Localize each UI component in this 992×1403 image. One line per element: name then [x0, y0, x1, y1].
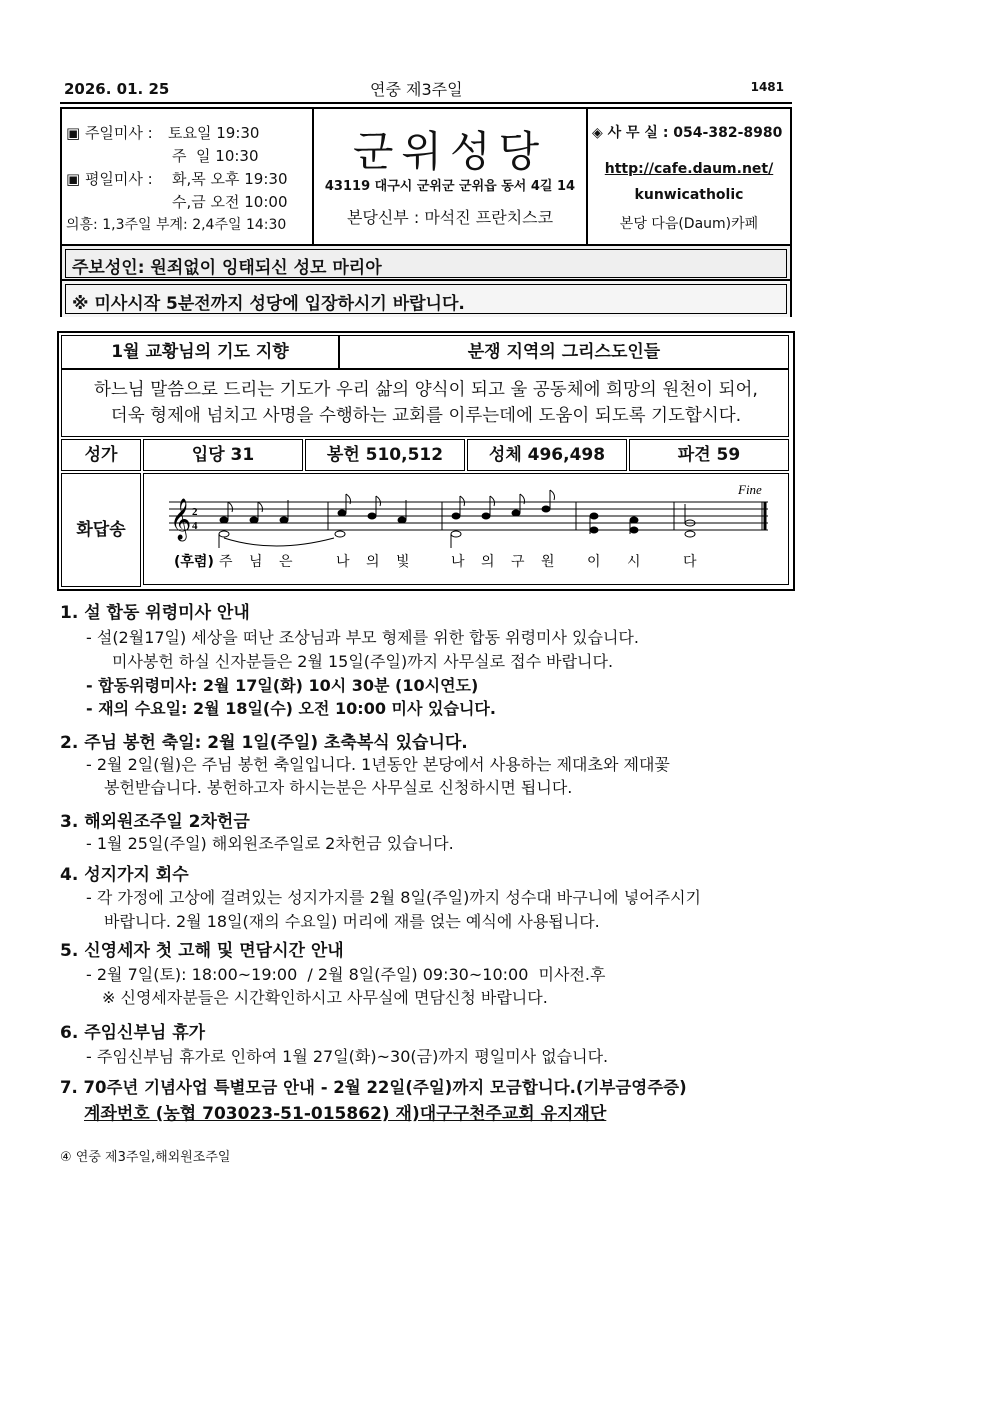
office-phone: ◈ 사 무 실 : 054-382-8980 [592, 125, 783, 141]
item-3-line-1: - 1월 25일(주일) 해외원조주일로 2차헌금 있습니다. [86, 834, 454, 853]
fine-mark: Fine [738, 482, 762, 497]
treble-clef-icon: 𝄞 [170, 499, 192, 540]
lyric-syllable: 시 [627, 554, 641, 570]
lyric-syllable: 은 [279, 554, 293, 570]
lyric-syllable: 나 [451, 554, 465, 570]
intention-line-2: 더욱 형제애 넘치고 사명을 수행하는 교회를 이루는데에 도움이 되도록 기도합시다. [110, 406, 742, 426]
weekday-mass-1: 화,목 오후 19:30 [172, 170, 288, 188]
lyric-syllable: 원 [541, 554, 555, 570]
hymn-entrance: 입당 31 [143, 439, 303, 471]
item-4-title: 4. 성지가지 회수 [60, 865, 189, 885]
hymn-dismissal: 파견 59 [629, 439, 789, 471]
item-4-line-2: 바랍니다. 2월 18일(재의 수요일) 머리에 재를 얹는 예식에 사용됩니다. [104, 912, 600, 931]
item-3-title: 3. 해외원조주일 2차헌금 [60, 812, 250, 832]
liturgy-box [57, 331, 795, 591]
arrival-notice-bar [62, 279, 790, 317]
lyric-syllable: 님 [249, 554, 263, 570]
item-1-title: 1. 설 합동 위령미사 안내 [60, 603, 250, 623]
item-2-line-1: - 2월 2일(월)은 주님 봉헌 축일입니다. 1년동안 본당에서 사용하는 제대초와 제대꽃 [86, 755, 670, 774]
pope-intention-topic: 분쟁 지역의 그리스도인들 [339, 335, 789, 369]
hymn-communion: 성체 496,498 [467, 439, 627, 471]
item-5-line-1: - 2월 7일(토): 18:00~19:00 / 2월 8일(주일) 09:30~10:00 미사전.후 [86, 965, 606, 984]
svg-text:4: 4 [192, 520, 198, 532]
intention-line-1: 하느님 말씀으로 드리는 기도가 우리 삶의 양식이 되고 울 공동체에 희망의 원천이 되어, [94, 380, 758, 400]
page-footer: ④ 연중 제3주일,해외원조주일 [60, 1150, 231, 1165]
mass-schedule [62, 109, 314, 244]
church-name: 군위성당 [352, 127, 548, 176]
lyric-syllable: 나 [336, 554, 350, 570]
item-6-line-1: - 주임신부님 휴가로 인하여 1월 27일(화)~30(금)까지 평일미사 없습니다. [86, 1047, 609, 1066]
lyric-syllable: 의 [481, 554, 495, 570]
item-2-line-2: 봉헌받습니다. 봉헌하고자 하시는분은 사무실로 신청하시면 됩니다. [104, 778, 573, 797]
sunday-mass-label: ▣ 주일미사 : [66, 124, 153, 142]
patron-saint: 주보성인: 원죄없이 잉태되신 성모 마리아 [72, 258, 382, 278]
intention-text-box [61, 369, 789, 437]
branch-mass: 의흥: 1,3주일 부계: 2,4주일 14:30 [66, 217, 287, 233]
lyric-syllable: 이 [587, 554, 601, 570]
cafe-url[interactable]: http://cafe.daum.net/ [604, 161, 774, 177]
item-1-line-1: - 설(2월17일) 세상을 떠난 조상님과 부모 형제를 위한 합동 위령미사 있습니다. [86, 628, 639, 647]
item-1-line-4: - 재의 수요일: 2월 18일(수) 오전 10:00 미사 있습니다. [86, 699, 496, 718]
psalm-score-box [143, 473, 789, 585]
item-1-line-2: 미사봉헌 하실 신자분들은 2월 15일(주일)까지 사무실로 접수 바랍니다. [112, 652, 614, 671]
cafe-id: kunwicatholic [634, 187, 744, 203]
item-7-account: 계좌번호 (농협 703023-51-015862) 재)대구구천주교회 유지재단 [84, 1104, 607, 1124]
patron-saint-bar [62, 244, 790, 281]
lyric-syllable: 빛 [396, 554, 410, 570]
church-info [314, 109, 588, 244]
lyric-syllable: 주 [219, 554, 233, 570]
item-5-line-2: ※ 신영세자분들은 시간확인하시고 사무실에 면담신청 바랍니다. [102, 988, 548, 1007]
church-address: 43119 대구시 군위군 군위읍 동서 4길 14 [324, 179, 576, 194]
psalm-score [144, 474, 788, 584]
psalm-label: 화답송 [61, 473, 141, 587]
item-2-title: 2. 주님 봉헌 축일: 2월 1일(주일) 초축복식 있습니다. [60, 733, 468, 753]
item-6-title: 6. 주임신부님 휴가 [60, 1023, 206, 1043]
issue-number: 1481 [750, 80, 784, 94]
arrival-notice: ※ 미사시작 5분전까지 성당에 입장하시기 바랍니다. [72, 294, 465, 314]
hymn-label: 성가 [61, 439, 141, 471]
pastor-name: 본당신부 : 마석진 프란치스코 [346, 208, 554, 227]
item-5-title: 5. 신영세자 첫 고해 및 면담시간 안내 [60, 941, 344, 961]
cafe-label: 본당 다음(Daum)카페 [619, 216, 759, 232]
weekday-mass-label: ▣ 평일미사 : [66, 170, 153, 188]
refrain-label: (후렴) [174, 554, 214, 570]
lyric-syllable: 다 [683, 554, 697, 570]
liturgical-week: 연중 제3주일 [370, 80, 463, 99]
sunday-mass-saturday: 토요일 19:30 [168, 124, 260, 142]
item-4-line-1: - 각 가정에 고상에 걸려있는 성지가지를 2월 8일(주일)까지 성수대 바구니에 넣어주시기 [86, 888, 701, 907]
weekday-mass-2: 수,금 오전 10:00 [172, 193, 288, 211]
pope-intention-title: 1월 교황님의 기도 지향 [61, 335, 339, 369]
office-info [588, 109, 790, 244]
lyric-syllable: 구 [511, 554, 525, 570]
hymn-offertory: 봉헌 510,512 [305, 439, 465, 471]
bulletin-header [60, 74, 792, 104]
item-7-title: 7. 70주년 기념사업 특별모금 안내 - 2월 22일(주일)까지 모금합니다.(기부금영주증) [60, 1078, 687, 1097]
svg-text:2: 2 [192, 506, 198, 518]
hymn-row [61, 439, 789, 471]
sunday-mass-sunday: 주 일 10:30 [172, 147, 259, 165]
bulletin-date: 2026. 01. 25 [64, 80, 170, 98]
lyric-syllable: 의 [366, 554, 380, 570]
item-1-line-3: - 합동위령미사: 2월 17일(화) 10시 30분 (10시연도) [86, 676, 479, 695]
info-box [60, 107, 792, 317]
